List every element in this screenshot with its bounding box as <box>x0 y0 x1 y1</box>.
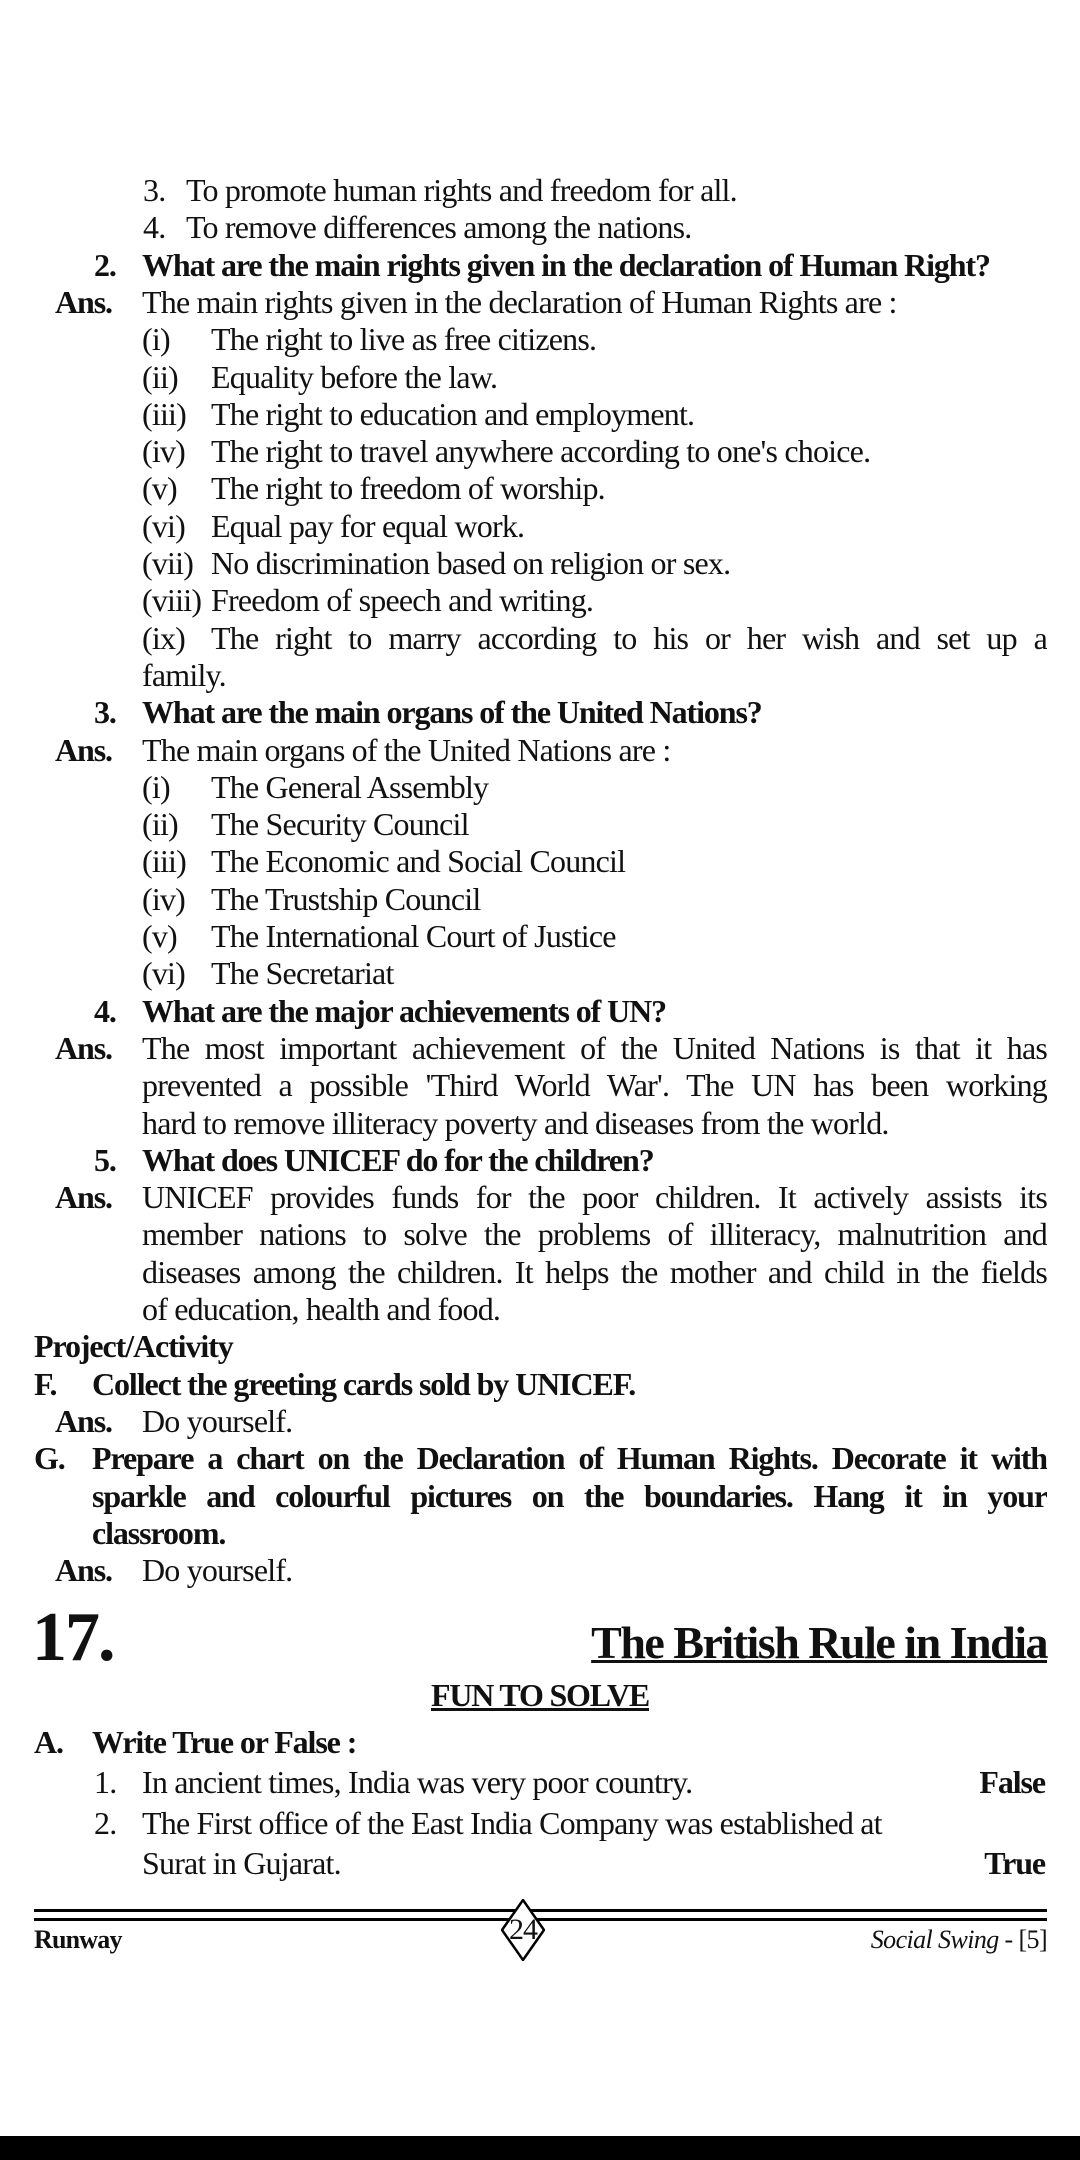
list-item <box>0 394 1080 434</box>
item-number: (ix) <box>142 619 186 656</box>
task-line <box>0 1513 1080 1553</box>
answer-line <box>0 1065 1080 1105</box>
answer-line <box>0 1289 1080 1329</box>
chapter-number: 17. <box>32 1599 114 1676</box>
list-item <box>0 319 1080 359</box>
task-line <box>0 1364 1080 1404</box>
item-text: The right to travel anywhere according to one's choice. <box>211 433 871 470</box>
item-text: The right to freedom of worship. <box>211 470 605 507</box>
item-text: family. <box>142 656 226 693</box>
question <box>0 245 1080 285</box>
item-number: (v) <box>142 470 177 507</box>
list-item <box>0 357 1080 397</box>
list-item <box>0 207 1080 247</box>
list-item <box>0 506 1080 546</box>
question <box>0 1140 1080 1180</box>
item-text: The Economic and Social Council <box>211 843 626 880</box>
task-text: Collect the greeting cards sold by UNICEF. <box>92 1365 636 1402</box>
question-text: What are the main organs of the United Nations? <box>142 694 762 731</box>
answer-text: diseases among the children. It helps the mother and child in the fields <box>142 1253 1047 1290</box>
answer-label: Ans. <box>55 1552 112 1589</box>
question-number: 5. <box>94 1141 116 1178</box>
answer-label: Ans. <box>55 1179 112 1216</box>
answer-text: UNICEF provides funds for the poor children. It actively assists its <box>142 1179 1047 1216</box>
item-text: The right to education and employment. <box>211 395 695 432</box>
item-number: (ii) <box>142 358 178 395</box>
task-answer <box>0 1401 1080 1441</box>
question-number: 2. <box>94 246 116 283</box>
item-text: Surat in Gujarat. <box>142 1845 341 1881</box>
answer-label: Ans. <box>55 1402 112 1439</box>
list-item <box>0 841 1080 881</box>
answer-line <box>0 730 1080 770</box>
list-item <box>0 953 1080 993</box>
item-text: The General Assembly <box>211 768 489 805</box>
list-item <box>0 618 1080 658</box>
list-item <box>0 580 1080 620</box>
answer-text: The main rights given in the declaration of Human Rights are : <box>142 283 897 320</box>
item-number: (iii) <box>142 395 186 432</box>
project-heading-text: Project/Activity <box>34 1328 233 1365</box>
section-label: A. <box>34 1724 63 1760</box>
item-text: Equality before the law. <box>211 358 498 395</box>
answer-text: The most important achievement of the United Nations is that it has <box>142 1029 1047 1066</box>
item-answer: True <box>984 1845 1045 1881</box>
page-number: 24 <box>509 1913 537 1946</box>
item-number: 4. <box>143 209 166 246</box>
item-number: (iii) <box>142 843 186 880</box>
answer-text: hard to remove illiteracy poverty and diseases from the world. <box>142 1104 889 1141</box>
item-number: (vii) <box>142 545 194 581</box>
question-number: 4. <box>94 992 116 1029</box>
item-text: The Security Council <box>211 806 469 843</box>
item-number: (i) <box>142 321 170 358</box>
task-text: classroom. <box>92 1514 226 1551</box>
list-item <box>0 655 1080 695</box>
exercise-item <box>0 1843 1080 1883</box>
answer-text: Do yourself. <box>142 1402 293 1439</box>
book-title-text: Social Swing <box>870 1925 999 1954</box>
answer-line <box>0 1177 1080 1217</box>
chapter-title: The British Rule in India <box>591 1617 1047 1668</box>
item-number: (viii) <box>142 582 202 619</box>
item-text: The Trustship Council <box>211 880 481 917</box>
exercise-item <box>0 1803 1080 1843</box>
item-number: (iv) <box>142 433 186 470</box>
item-answer: False <box>979 1764 1045 1800</box>
list-item <box>0 767 1080 807</box>
item-number: (i) <box>142 768 170 805</box>
task-text: sparkle and colourful pictures on the boundaries. Hang it in your <box>92 1477 1047 1514</box>
question <box>0 991 1080 1031</box>
answer-line <box>0 1252 1080 1292</box>
list-item <box>0 468 1080 508</box>
task-line <box>0 1438 1080 1478</box>
answer-text: Do yourself. <box>142 1552 293 1589</box>
item-text: The right to live as free citizens. <box>211 321 597 358</box>
question <box>0 692 1080 732</box>
question-text: What does UNICEF do for the children? <box>142 1141 654 1178</box>
answer-label: Ans. <box>55 731 112 768</box>
item-number: (ii) <box>142 806 178 843</box>
item-number: (v) <box>142 918 177 954</box>
item-number: (vi) <box>142 507 186 544</box>
answer-label: Ans. <box>55 283 112 320</box>
task-label: G. <box>34 1440 65 1477</box>
item-number: 3. <box>143 172 166 208</box>
answer-line <box>0 1028 1080 1068</box>
item-number: (vi) <box>142 955 186 992</box>
item-text: No discrimination based on religion or sex. <box>211 545 731 581</box>
section-subtitle: FUN TO SOLVE <box>431 1677 649 1713</box>
publisher-name: Runway <box>34 1925 122 1954</box>
answer-line <box>0 1103 1080 1143</box>
item-text: Freedom of speech and writing. <box>211 582 594 619</box>
question-text: What are the major achievements of UN? <box>142 992 667 1029</box>
exercise-item <box>0 1762 1080 1802</box>
item-text: The International Court of Justice <box>211 918 616 954</box>
item-text: To promote human rights and freedom for all. <box>186 172 737 208</box>
answer-text: of education, health and food. <box>142 1291 501 1327</box>
answer-line <box>0 1214 1080 1254</box>
book-volume: - [5] <box>998 1925 1047 1954</box>
task-answer <box>0 1550 1080 1590</box>
section-title: Write True or False : <box>92 1724 357 1760</box>
list-item <box>0 170 1080 210</box>
book-title <box>871 1924 1047 1956</box>
task-line <box>0 1476 1080 1516</box>
item-text: The Secretariat <box>211 955 394 992</box>
list-item <box>0 916 1080 956</box>
item-text: Equal pay for equal work. <box>211 507 525 544</box>
item-number: 1. <box>94 1764 117 1800</box>
navigation-bar <box>0 2136 1080 2160</box>
section-heading <box>0 1722 1080 1762</box>
list-item <box>0 879 1080 919</box>
answer-text: The main organs of the United Nations are : <box>142 731 671 768</box>
answer-text: prevented a possible 'Third World War'. The UN has been working <box>142 1067 1047 1104</box>
question-text: What are the main rights given in the declaration of Human Right? <box>142 246 990 283</box>
list-item <box>0 431 1080 471</box>
item-number: (iv) <box>142 880 186 917</box>
item-text: In ancient times, India was very poor country. <box>142 1764 693 1800</box>
task-text: Prepare a chart on the Declaration of Human Rights. Decorate it with <box>92 1440 1047 1477</box>
list-item <box>0 543 1080 583</box>
list-item <box>0 804 1080 844</box>
task-label: F. <box>34 1365 57 1402</box>
item-text: The right to marry according to his or her wish and set up a <box>211 619 1047 656</box>
question-number: 3. <box>94 694 116 731</box>
item-number: 2. <box>94 1805 117 1841</box>
answer-text: member nations to solve the problems of illiteracy, malnutrition and <box>142 1216 1047 1253</box>
answer-label: Ans. <box>55 1029 112 1066</box>
answer-line <box>0 282 1080 322</box>
item-text: To remove differences among the nations. <box>186 209 692 246</box>
project-heading <box>0 1326 1080 1366</box>
item-text: The First office of the East India Company was established at <box>142 1805 882 1841</box>
